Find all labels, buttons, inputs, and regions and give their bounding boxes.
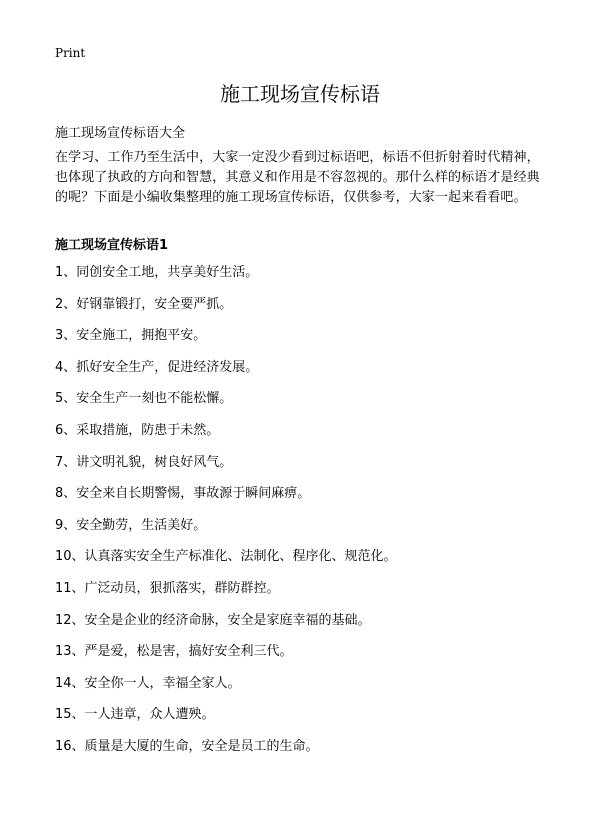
subtitle: 施工现场宣传标语大全 <box>55 126 186 141</box>
print-link[interactable]: Print <box>55 46 86 60</box>
list-item: 2、好钢靠锻打，安全要严抓。 <box>55 296 233 312</box>
list-item: 16、质量是大厦的生命，安全是员工的生命。 <box>55 738 319 754</box>
list-item: 1、同创安全工地，共享美好生活。 <box>55 265 259 280</box>
list-item: 15、一人违章，众人遭殃。 <box>55 707 215 723</box>
list-item: 5、安全生产一刻也不能松懈。 <box>55 391 233 407</box>
list-item: 6、采取措施，防患于未然。 <box>55 422 220 438</box>
list-item: 8、安全来自长期警惕，事故源于瞬间麻痹。 <box>55 486 311 502</box>
slogan-list <box>55 263 397 769</box>
page-title: 施工现场宣传标语 <box>220 82 380 106</box>
list-item: 13、严是爱，松是害，搞好安全利三代。 <box>55 644 293 660</box>
list-item: 4、抓好安全生产，促进经济发展。 <box>55 359 259 375</box>
list-item: 11、广泛动员，狠抓落实，群防群控。 <box>55 580 280 596</box>
list-item: 12、安全是企业的经济命脉，安全是家庭幸福的基础。 <box>55 612 371 628</box>
list-item: 14、安全你一人，幸福全家人。 <box>55 675 241 691</box>
list-item: 10、认真落实安全生产标准化、法制化、程序化、规范化。 <box>55 549 397 565</box>
section-heading: 施工现场宣传标语1 <box>55 238 169 253</box>
intro-paragraph: 在学习、工作乃至生活中，大家一定没少看到过标语吧，标语不但折射着时代精神，也体现了执政的方向和智慧，其意义和作用是不容忽视的。那什么样的标语才是经典的呢？下面是小编收集整理的施工现场宣传标语，仅供参考，大家一起来看看吧。 <box>55 150 540 205</box>
list-item: 7、讲文明礼貌，树良好风气。 <box>55 454 233 470</box>
list-item: 9、安全勤劳，生活美好。 <box>55 517 207 533</box>
list-item: 3、安全施工，拥抱平安。 <box>55 328 207 344</box>
